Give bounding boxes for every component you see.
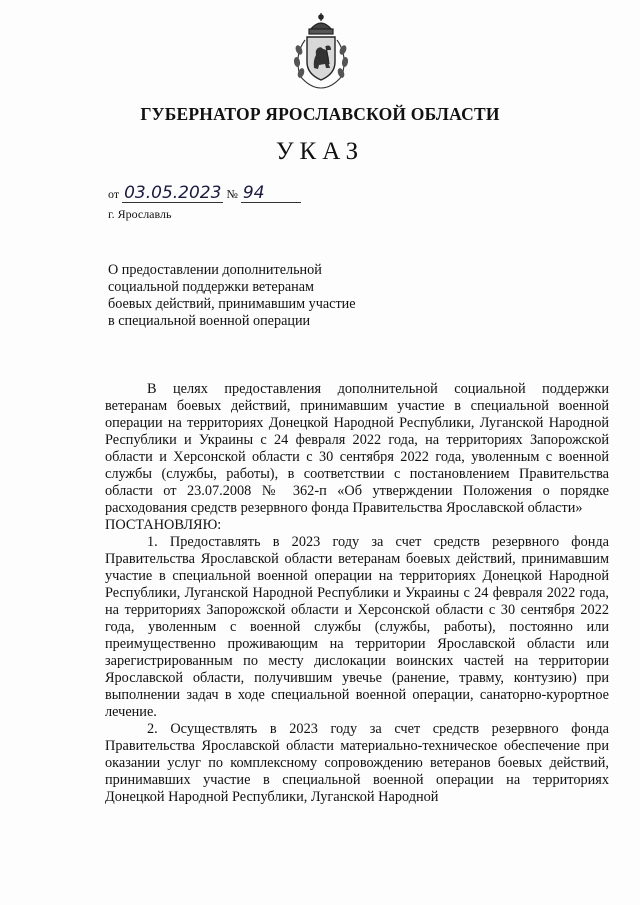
date-number-line — [108, 184, 301, 203]
handwritten-date: 03.05.2023 — [124, 183, 222, 203]
number-prefix: № — [226, 187, 238, 201]
preamble-paragraph: В целях предоставления дополнительной социальной поддержки ветеранам боевых действий, принимавшим участие в специальной военной операции на территориях Донецкой Народной Республики, Луганской Народной Республики и Украины с 24 февраля 2022 года, на территориях Запорожской области и Херсонской области с 30 сентября 2022 года, уволенным с военной службы (службы, работы), в соответствии с постановлением Правительства области от 23.07.2008 № 362-п «Об утверждении Положения о порядке расходования средств резервного фонда Правительства Ярославской области» — [105, 381, 609, 516]
clause-2: 2. Осуществлять в 2023 году за счет средств резервного фонда Правительства Ярославской области материально-техническое обеспечение при оказании услуг по комплексному сопровождению ветеранов боевых действий, принимавших участие в специальной военной операции на территориях Донецкой Народной Республики, Луганской Народной — [105, 721, 609, 805]
clause-1: 1. Предоставлять в 2023 году за счет средств резервного фонда Правительства Ярославской области ветеранам боевых действий, принимавшим участие в специальной военной операции на территориях Донецкой Народной Республики, Луганской Народной Республики и Украины с 24 февраля 2022 года, на территориях Запорожской области и Херсонской области с 30 сентября 2022 года, уволенным с военной службы (службы, работы), постоянно или преимущественно проживающим на территории Ярославской области или зарегистрированным по месту дислокации воинских частей на территории Ярославской области, получившим увечье (ранение, травму, контузию) при выполнении задач в ходе специальной военной операции, санаторно-курортное лечение. — [105, 534, 609, 720]
handwritten-number: 94 — [241, 184, 301, 203]
coat-of-arms-icon — [286, 10, 356, 94]
date-prefix: от — [108, 187, 120, 201]
document-body — [105, 381, 609, 806]
document-subject: О предоставлении дополнительной социальной поддержки ветеранам боевых действий, принимавшим участие в специальной военной операции — [108, 262, 356, 329]
issuer-title: ГУБЕРНАТОР ЯРОСЛАВСКОЙ ОБЛАСТИ — [140, 104, 500, 124]
decree-word: ПОСТАНОВЛЯЮ: — [105, 517, 222, 533]
document-type: УКАЗ — [275, 138, 365, 165]
city-line: г. Ярославль — [108, 207, 172, 221]
